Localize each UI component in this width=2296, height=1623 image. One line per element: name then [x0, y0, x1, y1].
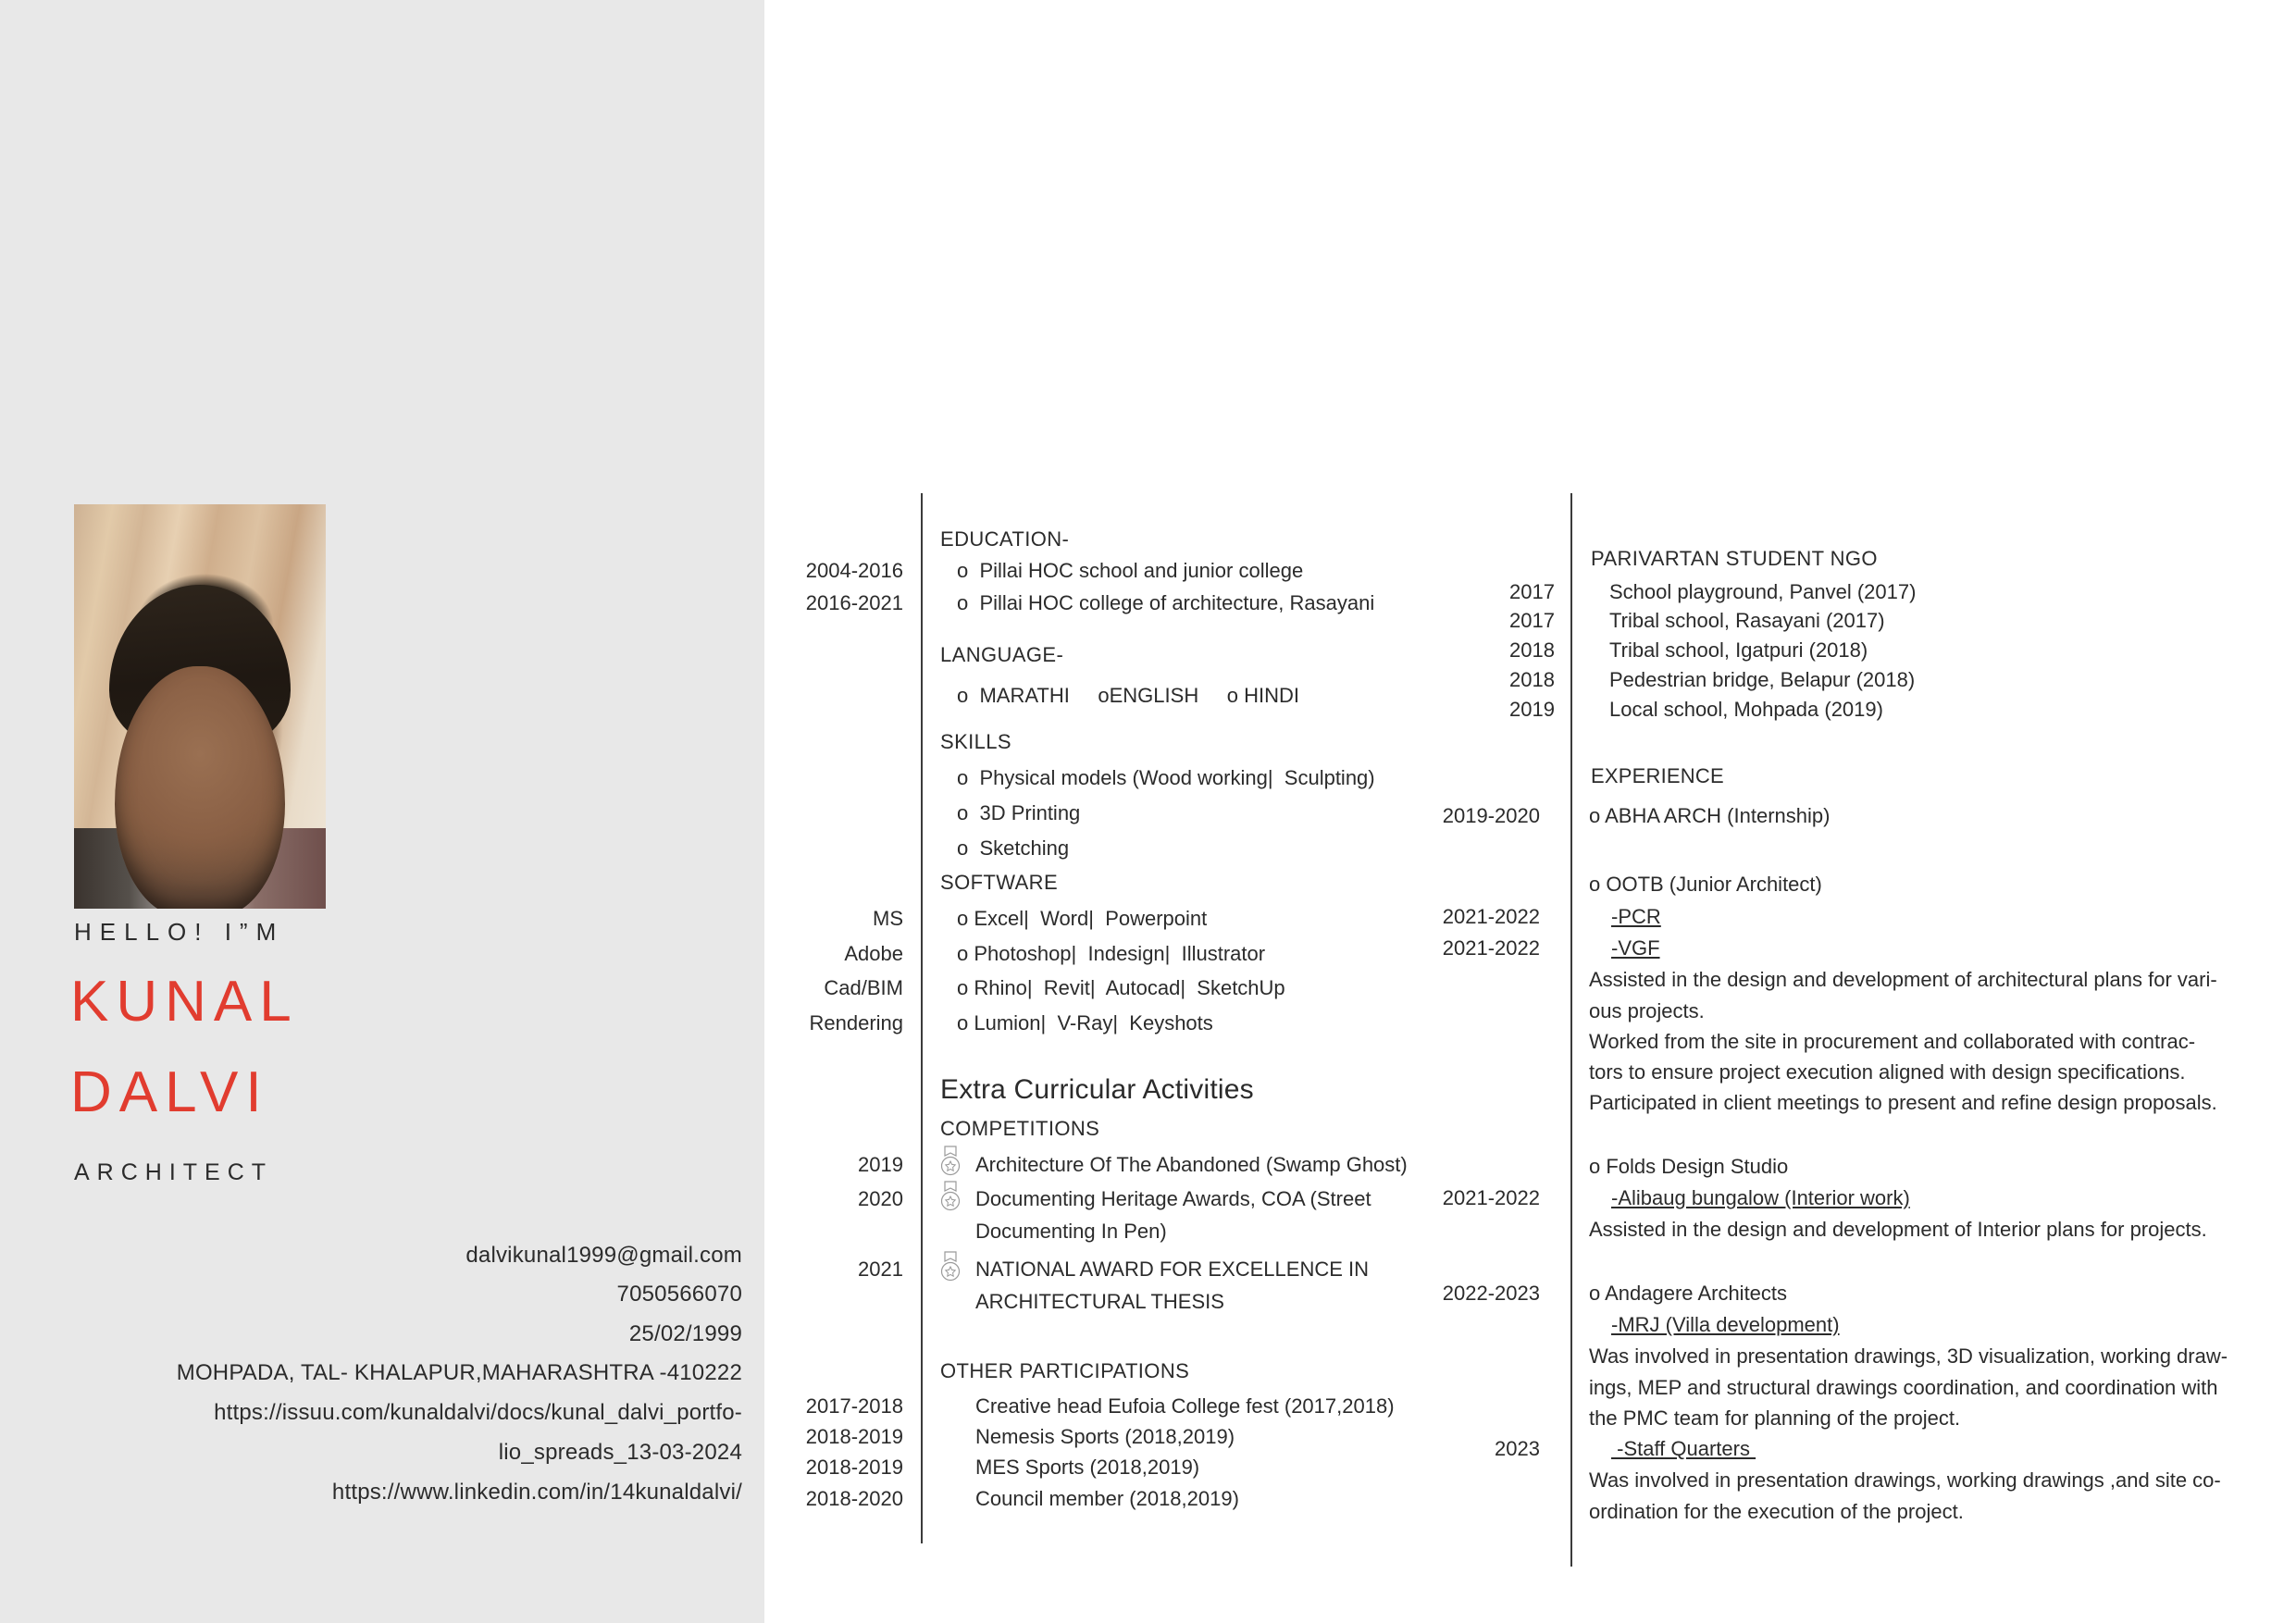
experience-job2-desc-1: ous projects. — [1589, 999, 1705, 1022]
other-participation-date-3: 2018-2020 — [805, 1487, 903, 1510]
avatar — [74, 504, 326, 909]
software-category-3: Rendering — [809, 1011, 903, 1035]
ngo-date-1: 2017 — [1509, 609, 1555, 632]
experience-job4-project1-name: -MRJ (Villa development) — [1611, 1313, 1840, 1336]
competition-date-1: 2020 — [858, 1187, 903, 1210]
experience-job3-desc-0: Assisted in the design and development of Interior plans for projects. — [1589, 1218, 2207, 1241]
other-participation-text-2: MES Sports (2018,2019) — [975, 1456, 1200, 1479]
experience-job4-desc2-0: Was involved in presentation drawings, working drawings ,and site co- — [1589, 1468, 2221, 1492]
greeting-text: HELLO! I”M — [74, 918, 285, 946]
software-item-2: o Rhino| Revit| Autocad| SketchUp — [957, 976, 1285, 999]
extra-curricular-heading: Extra Curricular Activities — [940, 1074, 1254, 1105]
ngo-item-1: Tribal school, Rasayani (2017) — [1609, 609, 1885, 632]
competition-date-2: 2021 — [858, 1258, 903, 1281]
experience-job2-desc-0: Assisted in the design and development of architectural plans for vari- — [1589, 968, 2217, 991]
experience-job1-date: 2019-2020 — [1442, 804, 1540, 827]
divider-middle — [921, 493, 923, 1543]
experience-job4-desc1-2: the PMC team for planning of the project. — [1589, 1406, 1961, 1430]
experience-job1-title: o ABHA ARCH (Internship) — [1589, 804, 1831, 827]
competition-text-1-line1: Documenting In Pen) — [975, 1220, 1167, 1243]
experience-job4-desc1-1: ings, MEP and structural drawings coordination, and coordination with — [1589, 1376, 2218, 1399]
job-title: ARCHITECT — [74, 1159, 274, 1185]
other-participations-heading: OTHER PARTICIPATIONS — [940, 1359, 1190, 1382]
experience-job4-project2-name: -Staff Quarters — [1611, 1437, 1756, 1460]
software-item-0: o Excel| Word| Powerpoint — [957, 907, 1208, 930]
portrait-shirt — [74, 828, 326, 909]
experience-job2-title: o OOTB (Junior Architect) — [1589, 873, 1822, 896]
competition-date-0: 2019 — [858, 1153, 903, 1176]
ngo-heading: PARIVARTAN STUDENT NGO — [1591, 547, 1878, 570]
experience-job2-desc-4: Participated in client meetings to present and refine design proposals. — [1589, 1091, 2217, 1114]
competitions-heading: COMPETITIONS — [940, 1117, 1100, 1140]
medal-icon — [938, 1251, 962, 1282]
software-heading: SOFTWARE — [940, 871, 1059, 894]
medal-icon — [938, 1146, 962, 1177]
other-participation-text-3: Council member (2018,2019) — [975, 1487, 1239, 1510]
experience-job2-project-date-0: 2021-2022 — [1442, 905, 1540, 928]
other-participation-date-0: 2017-2018 — [805, 1394, 903, 1418]
experience-job4-desc1-0: Was involved in presentation drawings, 3D visualization, working draw- — [1589, 1344, 2228, 1368]
portrait-photo — [74, 504, 326, 909]
education-date-0: 2004-2016 — [805, 559, 903, 582]
divider-right — [1570, 493, 1572, 1567]
education-heading: EDUCATION- — [940, 527, 1070, 551]
skills-item-2: o Sketching — [957, 836, 1070, 860]
experience-job4-desc2-1: ordination for the execution of the project. — [1589, 1500, 1964, 1523]
education-item-1: o Pillai HOC college of architecture, Rasayani — [957, 591, 1375, 614]
experience-heading: EXPERIENCE — [1591, 764, 1724, 787]
other-participation-date-1: 2018-2019 — [805, 1425, 903, 1448]
experience-job2-project-name-1: -VGF — [1611, 936, 1660, 960]
ngo-date-0: 2017 — [1509, 580, 1555, 603]
experience-job3-project-date-0: 2021-2022 — [1442, 1186, 1540, 1209]
experience-job2-project-date-1: 2021-2022 — [1442, 936, 1540, 960]
ngo-date-3: 2018 — [1509, 668, 1555, 691]
ngo-item-3: Pedestrian bridge, Belapur (2018) — [1609, 668, 1916, 691]
language-item-0: o MARATHI oENGLISH o HINDI — [957, 684, 1300, 707]
sidebar-panel — [0, 0, 764, 1623]
ngo-date-2: 2018 — [1509, 638, 1555, 662]
contact-dob: 25/02/1999 — [628, 1321, 742, 1346]
contact-phone[interactable]: 7050566070 — [616, 1282, 742, 1307]
software-category-2: Cad/BIM — [824, 976, 903, 999]
skills-heading: SKILLS — [940, 730, 1012, 753]
experience-job2-project-name-0: -PCR — [1611, 905, 1661, 928]
portrait-hair — [109, 585, 291, 755]
ngo-item-2: Tribal school, Igatpuri (2018) — [1609, 638, 1868, 662]
competition-text-0-line0: Architecture Of The Abandoned (Swamp Ghost) — [975, 1153, 1408, 1176]
medal-icon — [938, 1181, 962, 1212]
experience-job3-title: o Folds Design Studio — [1589, 1155, 1789, 1178]
other-participation-text-0: Creative head Eufoia College fest (2017,2018) — [975, 1394, 1395, 1418]
first-name: KUNAL — [70, 970, 299, 1034]
competition-text-2-line1: ARCHITECTURAL THESIS — [975, 1290, 1224, 1313]
ngo-item-4: Local school, Mohpada (2019) — [1609, 698, 1883, 721]
software-item-1: o Photoshop| Indesign| Illustrator — [957, 942, 1266, 965]
software-item-3: o Lumion| V-Ray| Keyshots — [957, 1011, 1213, 1035]
contact-linkedin-link[interactable]: https://www.linkedin.com/in/14kunaldalvi/ — [331, 1480, 742, 1505]
skills-item-1: o 3D Printing — [957, 801, 1081, 824]
software-category-0: MS — [873, 907, 903, 930]
other-participation-date-2: 2018-2019 — [805, 1456, 903, 1479]
language-heading: LANGUAGE- — [940, 643, 1064, 666]
experience-job2-desc-2: Worked from the site in procurement and collaborated with contrac- — [1589, 1030, 2196, 1053]
experience-job4-project2-date: 2023 — [1495, 1437, 1540, 1460]
competition-text-2-line0: NATIONAL AWARD FOR EXCELLENCE IN — [975, 1258, 1370, 1281]
last-name: DALVI — [70, 1060, 269, 1124]
skills-item-0: o Physical models (Wood working| Sculpting) — [957, 766, 1375, 789]
ngo-item-0: School playground, Panvel (2017) — [1609, 580, 1917, 603]
competition-text-1-line0: Documenting Heritage Awards, COA (Street — [975, 1187, 1371, 1210]
education-date-1: 2016-2021 — [805, 591, 903, 614]
other-participation-text-1: Nemesis Sports (2018,2019) — [975, 1425, 1235, 1448]
experience-job4-title: o Andagere Architects — [1589, 1282, 1788, 1305]
contact-address: MOHPADA, TAL- KHALAPUR,MAHARASHTRA -410222 — [176, 1360, 742, 1385]
experience-job4-date: 2022-2023 — [1442, 1282, 1540, 1305]
education-item-0: o Pillai HOC school and junior college — [957, 559, 1304, 582]
content-area — [764, 0, 2296, 1623]
contact-issuu-link-line1[interactable]: https://issuu.com/kunaldalvi/docs/kunal_dalvi_portfo- — [214, 1400, 742, 1425]
experience-job2-desc-3: tors to ensure project execution aligned with design specifications. — [1589, 1060, 2186, 1084]
software-category-1: Adobe — [844, 942, 903, 965]
experience-job3-project-name-0: -Alibaug bungalow (Interior work) — [1611, 1186, 1910, 1209]
contact-email[interactable]: dalvikunal1999@gmail.com — [465, 1243, 742, 1268]
ngo-date-4: 2019 — [1509, 698, 1555, 721]
contact-issuu-link-line2[interactable]: lio_spreads_13-03-2024 — [498, 1440, 742, 1465]
